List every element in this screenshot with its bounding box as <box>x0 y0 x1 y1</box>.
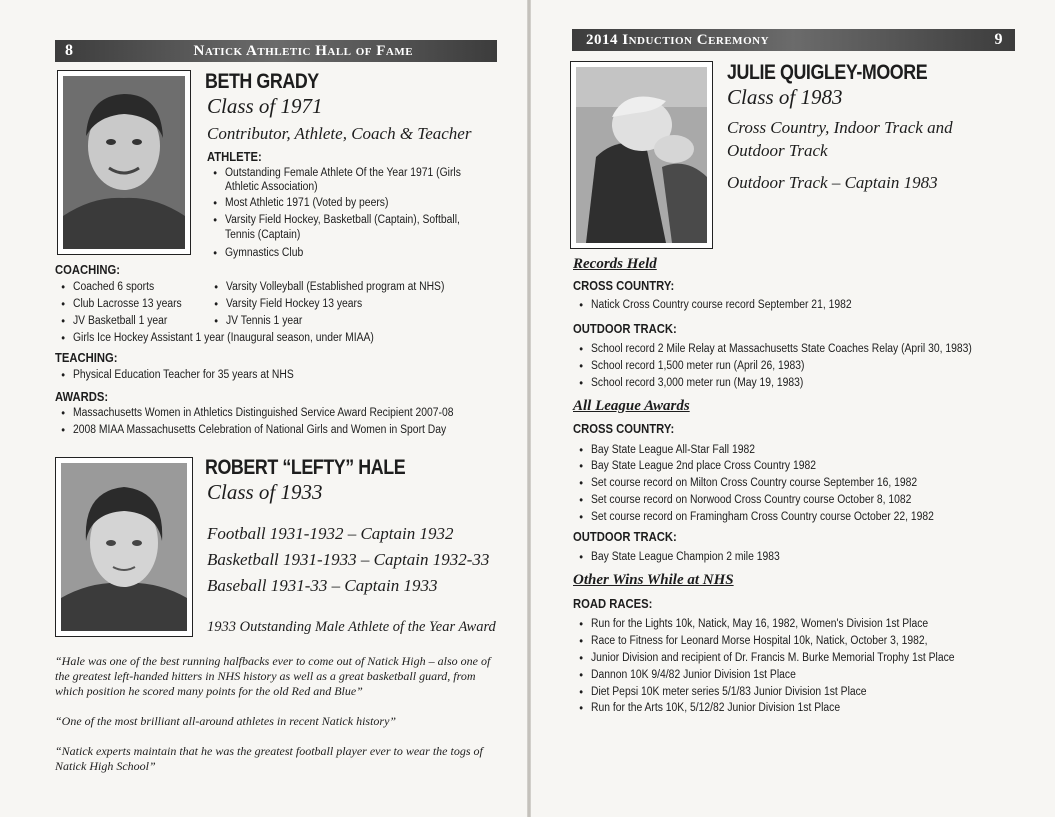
records-cc-heading: CROSS COUNTRY: <box>573 279 675 293</box>
athlete-item: • Gymnastics Club <box>225 246 303 260</box>
beth-grady-class: Class of 1971 <box>207 94 323 118</box>
athlete-item: • Outstanding Female Athlete Of the Year 1971 (Girls <box>225 166 461 180</box>
left-banner-title: Natick Athletic Hall of Fame <box>193 42 414 59</box>
road-race-item: • Race to Fitness for Leonard Morse Hospital 10k, Natick, October 3, 1982, <box>591 634 928 648</box>
robert-hale-portrait <box>61 463 187 631</box>
road-race-item: • Run for the Lights 10k, Natick, May 16, 1982, Women's Division 1st Place <box>591 617 928 631</box>
julie-quigley-sports: Cross Country, Indoor Track and <box>727 118 953 137</box>
coaching-heading: COACHING: <box>55 263 120 277</box>
athlete-item-cont: Athletic Association) <box>225 181 318 193</box>
league-cc-item: • Set course record on Framingham Cross Country course October 22, 1982 <box>591 510 934 524</box>
other-wins-heading: Other Wins While at NHS <box>573 572 734 588</box>
all-league-awards-heading: All League Awards <box>573 398 690 414</box>
league-ot-heading: OUTDOOR TRACK: <box>573 530 677 544</box>
left-page-banner <box>55 40 497 62</box>
beth-grady-portrait <box>63 76 185 249</box>
road-race-item: • Run for the Arts 10K, 5/12/82 Junior Division 1st Place <box>591 701 840 715</box>
julie-quigley-class: Class of 1983 <box>727 85 843 109</box>
records-cc-item: • Natick Cross Country course record September 21, 1982 <box>591 298 852 312</box>
teaching-item: • Physical Education Teacher for 35 years at NHS <box>73 368 294 382</box>
left-page-number: 8 <box>65 42 74 59</box>
road-race-item: • Dannon 10K 9/4/82 Junior Division 1st Place <box>591 668 796 682</box>
records-ot-item: • School record 3,000 meter run (May 19, 1983) <box>591 376 803 390</box>
league-cc-item: • Set course record on Milton Cross Country course September 16, 1982 <box>591 476 917 490</box>
julie-quigley-name: JULIE QUIGLEY-MOORE <box>727 61 928 84</box>
awards-item: • Massachusetts Women in Athletics Distinguished Service Award Recipient 2007-08 <box>73 406 453 420</box>
robert-hale-name: ROBERT “LEFTY” HALE <box>205 456 406 479</box>
coaching-item: • JV Tennis 1 year <box>226 314 302 328</box>
coaching-item: • Club Lacrosse 13 years <box>73 297 182 311</box>
awards-heading: AWARDS: <box>55 390 109 404</box>
robert-hale-photo <box>55 457 193 637</box>
julie-quigley-captain: Outdoor Track – Captain 1983 <box>727 173 938 192</box>
coaching-item: • Varsity Volleyball (Established program at NHS) <box>226 280 444 294</box>
julie-quigley-portrait <box>576 67 707 243</box>
robert-hale-class: Class of 1933 <box>207 480 323 504</box>
beth-grady-roles: Contributor, Athlete, Coach & Teacher <box>207 124 472 143</box>
athlete-item: • Most Athletic 1971 (Voted by peers) <box>225 196 388 210</box>
league-ot-item: • Bay State League Champion 2 mile 1983 <box>591 550 780 564</box>
coaching-item: • Girls Ice Hockey Assistant 1 year (Inaugural season, under MIAA) <box>73 331 374 345</box>
athlete-heading: ATHLETE: <box>207 150 262 164</box>
teaching-heading: TEACHING: <box>55 351 118 365</box>
robert-hale-award: 1933 Outstanding Male Athlete of the Year Award <box>207 619 496 635</box>
road-races-heading: ROAD RACES: <box>573 597 653 611</box>
julie-quigley-sports-cont: Outdoor Track <box>727 141 828 160</box>
athlete-item: • Varsity Field Hockey, Basketball (Captain), Softball, <box>225 213 460 227</box>
hale-quote: “Hale was one of the best running halfbacks ever to come out of Natick High – also one of the greatest left-handed hitters in NHS history as well as a great basketball guard, from which position he scored many points for the old Red and Blue” <box>55 654 491 698</box>
athlete-item-cont: Tennis (Captain) <box>225 229 301 241</box>
robert-hale-line: Basketball 1931-1933 – Captain 1932-33 <box>207 550 490 569</box>
road-race-item: • Junior Division and recipient of Dr. Francis M. Burke Memorial Trophy 1st Place <box>591 651 955 665</box>
coaching-item: • Varsity Field Hockey 13 years <box>226 297 362 311</box>
league-cc-heading: CROSS COUNTRY: <box>573 422 675 436</box>
league-cc-item: • Bay State League 2nd place Cross Country 1982 <box>591 459 816 473</box>
coaching-item: • Coached 6 sports <box>73 280 154 294</box>
records-ot-item: • School record 1,500 meter run (April 26, 1983) <box>591 359 804 373</box>
records-ot-item: • School record 2 Mile Relay at Massachusetts State Coaches Relay (April 30, 1983) <box>591 342 972 356</box>
league-cc-item: • Set course record on Norwood Cross Country course October 8, 1082 <box>591 493 911 507</box>
league-cc-item: • Bay State League All-Star Fall 1982 <box>591 443 755 457</box>
records-ot-heading: OUTDOOR TRACK: <box>573 322 677 336</box>
robert-hale-line: Football 1931-1932 – Captain 1932 <box>207 524 454 543</box>
hale-quote: “One of the most brilliant all-around athletes in recent Natick history” <box>55 714 397 728</box>
right-page-number: 9 <box>994 31 1003 48</box>
right-banner-title: 2014 Induction Ceremony <box>586 31 770 48</box>
julie-quigley-photo <box>570 61 713 249</box>
records-held-heading: Records Held <box>573 256 657 272</box>
robert-hale-line: Baseball 1931-33 – Captain 1933 <box>207 576 438 595</box>
road-race-item: • Diet Pepsi 10K meter series 5/1/83 Junior Division 1st Place <box>591 685 867 699</box>
beth-grady-name: BETH GRADY <box>205 70 319 93</box>
right-page-banner <box>572 29 1015 51</box>
awards-item: • 2008 MIAA Massachusetts Celebration of National Girls and Women in Sport Day <box>73 423 446 437</box>
beth-grady-photo <box>57 70 191 255</box>
coaching-item: • JV Basketball 1 year <box>73 314 167 328</box>
hale-quote: “Natick experts maintain that he was the greatest football player ever to wear the togs of Natick High School” <box>55 744 483 773</box>
